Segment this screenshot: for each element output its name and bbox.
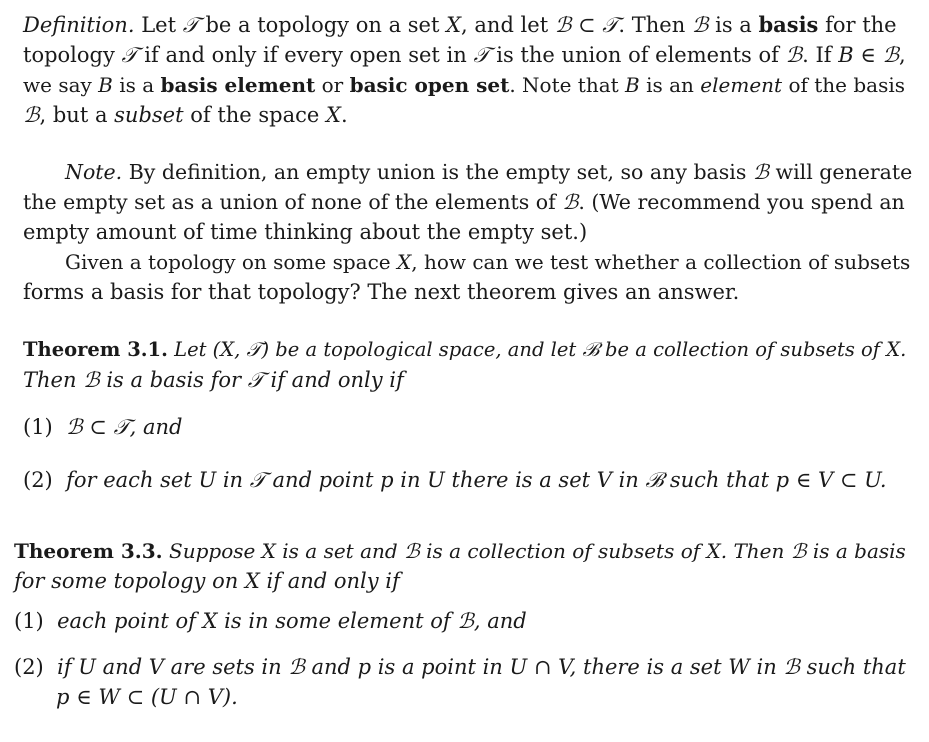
basis-term: basis [758,12,819,37]
note-line-5: forms a basis for that topology? The next theorem gives an answer. [23,280,740,304]
theorem-3-3-item-1: (1) each point of X is in some element of ℬ, and [14,609,527,633]
definition-line-3: we say B is a basis element or basic open set. Note that B is an element of the basis [23,73,906,97]
definition-line-2: topology 𝒯 if and only if every open set in 𝒯 is the union of elements of ℬ. If B ∈ ℬ, [23,43,906,67]
basis-element-term: basis element [160,73,316,97]
theorem-3-1-item-1: (1) ℬ ⊂ 𝒯, and [23,415,183,439]
theorem-3-1-label: Theorem 3.1. [23,338,168,361]
theorem-3-1-line-2: Then ℬ is a basis for 𝒯 if and only if [23,368,404,392]
theorem-3-3-label: Theorem 3.3. [14,539,163,563]
definition-label: Definition. [23,13,135,37]
basic-open-set-term: basic open set [349,73,510,97]
theorem-3-3-line-1: Theorem 3.3. Suppose X is a set and ℬ is a collection of subsets of X. Then ℬ is a basis [14,539,906,563]
theorem-3-3-item-2: (2) if U and V are sets in ℬ and p is a point in U ∩ V, there is a set W in ℬ such that [14,655,906,679]
note-line-4: Given a topology on some space X, how can we test whether a collection of subsets [65,250,911,274]
theorem-3-1-line-1: Theorem 3.1. Let (X, 𝒯) be a topological space, and let ℬ be a collection of subsets of X. [23,338,907,361]
theorem-3-3-item-2-cont: p ∈ W ⊂ (U ∩ V). [56,685,238,709]
definition-line-1: Definition. Let 𝒯 be a topology on a set X, and let ℬ ⊂ 𝒯. Then ℬ is a basis for the [23,12,897,37]
theorem-3-3-line-2: for some topology on X if and only if [14,569,400,593]
definition-line-4: ℬ, but a subset of the space X. [23,103,348,127]
theorem-3-1-item-2: (2) for each set U in 𝒯 and point p in U there is a set V in ℬ such that p ∈ V ⊂ U. [23,468,887,492]
note-label: Note. [65,160,123,184]
note-line-1: Note. By definition, an empty union is the empty set, so any basis ℬ will generate [65,160,913,184]
note-line-3: empty amount of time thinking about the empty set.) [23,220,588,244]
note-line-2: the empty set as a union of none of the elements of ℬ. (We recommend you spend an [23,190,905,214]
